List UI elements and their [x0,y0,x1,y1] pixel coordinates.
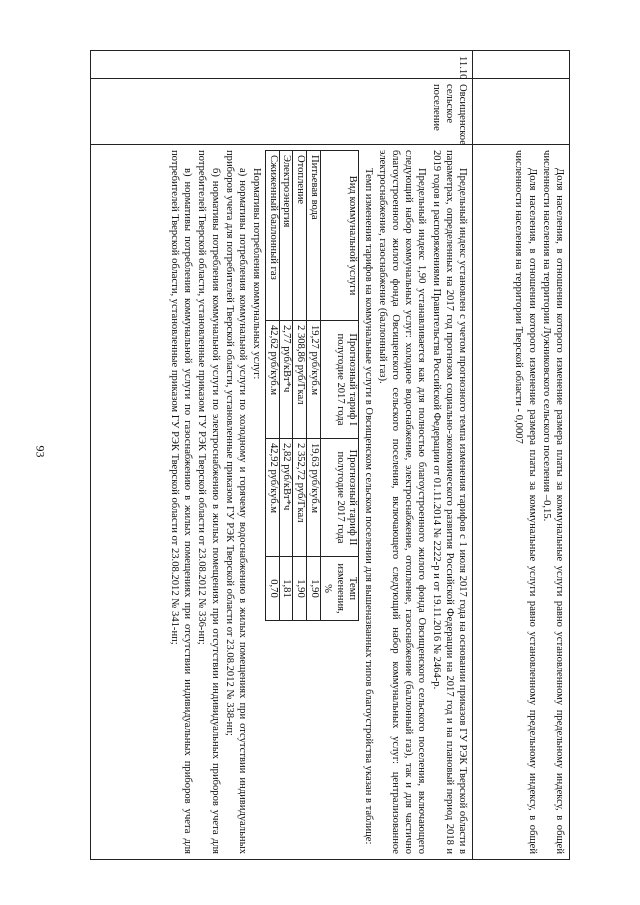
service-name: Отопление [293,151,307,321]
change-percent: 1,81 [279,557,293,621]
tariff-h2: 2 352,72 руб/Гкал [293,439,307,557]
paragraph: Предельный индекс 1,90 устанавливается как для полностью благоустроенного жилого фонда Овсищенского сельского поселения, включающего следующий набор коммунальных услуг: холодное водоснабжение, электроснабжение, отопление, газоснабжение (баллонный газ), так и для частично благоустроенного жилого фонда Овсищенского сельского поселения, включающего следующий набор коммунальных услуг: централизованное электроснабжение, газоснабжение (баллонный газ). [376,150,428,854]
main-table [90,50,570,860]
paragraph: Темп изменения тарифов на коммунальные услуги в Овсищенском сельском поселении для вышеназванных типов благоустройства указан в таблице: [362,168,374,845]
tariff-h2: 19,63 руб/куб.м [307,439,321,557]
service-name: Сжиженный баллонный газ [266,151,280,321]
tariff-h2: 2,82 руб/кВт*ч [279,439,293,557]
cell-content-continuation [473,145,570,860]
tariff-h1: 2 308,86 руб/Гкал [293,321,307,439]
tariff-h2: 42,92 руб/куб.м [266,439,280,557]
tariff-table [265,150,359,621]
cell-name-empty [473,79,570,145]
tariff-table-header [320,151,359,621]
paragraph: Доля населения, в отношении которого изменение размера платы за коммунальные услуги равно установленному предельному индексу, в общей численности населения на территории Тверской области - 0,0007 [513,150,538,854]
table-row [279,151,293,621]
paragraph: в) нормативы потребления коммунальной услуги по газоснабжению в жилых помещениях при отсутствии индивидуальных приборов учета для потребителей Тверской области, установленные приказом ГУ РЭК Тверской области от 23.08.2012 № 341-нп; [169,150,194,854]
service-name: Питьевая вода [307,151,321,321]
rotated-document-page [90,50,570,860]
service-name: Электроэнергия [279,151,293,321]
header-tariff-h1: Прогнозный тариф I полугодие 2017 года [320,321,359,439]
paragraph: Доля населения, в отношении которого изменение размера платы за коммунальные услуги равно установленному предельному индексу, в общей численности населения на территории Лужниковского сельского поселения –0,15. [540,150,565,854]
header-change: Темп изменения, % [320,557,359,621]
header-tariff-h2: Прогнозный тариф II полугодие 2017 года [320,439,359,557]
settlement-name: Овсищенское сельское поселение [91,79,473,145]
paragraph: Нормативы потребления коммунальных услуг: [251,168,263,380]
table-row [307,151,321,621]
table-row-ovsishchenskoe [91,51,473,860]
header-service: Вид коммунальной услуги [320,151,359,321]
cell-number-empty [473,51,570,79]
table-row [293,151,307,621]
change-percent: 1,90 [307,557,321,621]
cell-content-main [91,145,473,860]
tariff-h1: 19,27 руб/куб.м [307,321,321,439]
change-percent: 1,90 [293,557,307,621]
paragraph: б) нормативы потребления коммунальной услуги по электроснабжению в жилых помещениях при отсутствии индивидуальных приборов учета для потребителей Тверской области, установленные приказом ГУ РЭК Тверской области от 23.08.2012 № 336-нп; [196,150,221,854]
paragraph: а) нормативы потребления коммунальной услуги по холодному и горячему водоснабжению в жилых помещениях при отсутствии индивидуальных приборов учета для потребителей Тверской области, установленные приказом ГУ РЭК Тверской области от 23.08.2012 № 338-нп; [223,150,249,854]
table-row-continuation [473,51,570,860]
tariff-h1: 42,62 руб/куб.м [266,321,280,439]
tariff-h1: 2,77 руб/кВт*ч [279,321,293,439]
change-percent: 0,70 [266,557,280,621]
table-row [266,151,280,621]
paragraph: Предельный индекс установлен с учетом прогнозного темпа изменения тарифов с 1 июля 2017 года на основании приказов ГУ РЭК Тверской области в параметрах, определенных на 2017 год прогнозом социально-экономического развития Российской Федерации на 2017 год и на плановый период 2018 и 2019 годов и распоряжениями Правительства Российской Федерации от 01.11.2014 № 2222-р и от 19.11.2016 № 2464-р. [430,150,468,854]
row-number: 11.10 [91,51,473,79]
page-number: 93 [33,445,48,458]
